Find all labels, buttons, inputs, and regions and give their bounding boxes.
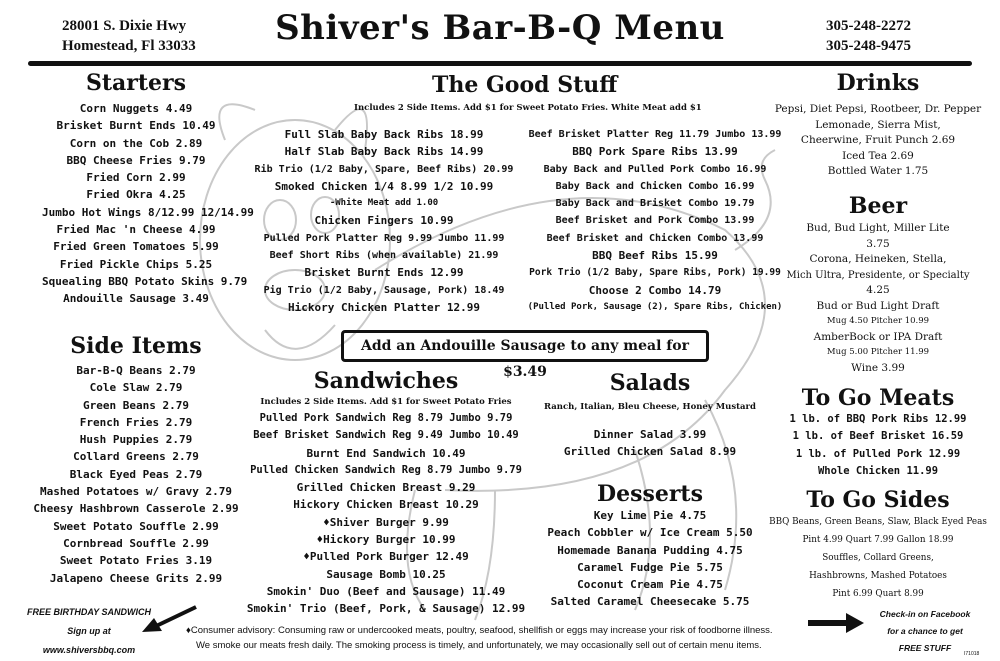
list-item: Mug 4.50 Pitcher 10.99 [826, 316, 930, 326]
list-item: Green Beans 2.79 [83, 398, 189, 412]
salads-heading: Salads [609, 370, 691, 396]
list-item: Grilled Chicken Breast 9.29 [296, 481, 476, 495]
list-item: Mich Ultra, Presidente, or Specialty [786, 269, 970, 281]
website-link[interactable]: www.shiversbbq.com [42, 645, 136, 655]
list-item: (Pulled Pork, Sausage (2), Spare Ribs, Chicken) [527, 301, 783, 312]
list-item: Brisket Burnt Ends 10.49 [56, 119, 216, 133]
list-item: BBQ Beans, Green Beans, Slaw, Black Eyed Peas [769, 517, 987, 527]
list-item: Jalapeno Cheese Grits 2.99 [49, 571, 223, 585]
beer-heading: Beer [848, 193, 908, 219]
sandwiches-heading: Sandwiches [313, 368, 459, 394]
list-item: Beef Brisket Sandwich Reg 9.49 Jumbo 10.49 [253, 429, 519, 442]
to-go-meats-heading: To Go Meats [801, 385, 955, 411]
list-item: Souffles, Collard Greens, [822, 553, 934, 563]
list-item: Smokin' Duo (Beef and Sausage) 11.49 [266, 584, 506, 598]
facebook-promo [855, 606, 995, 657]
list-item: Iced Tea 2.69 [842, 149, 914, 162]
list-item: ♦Hickory Burger 10.99 [316, 533, 456, 547]
to-go-sides-section [760, 487, 996, 603]
facebook-promo-line: for a chance to get [887, 626, 963, 636]
sandwiches-section [236, 368, 536, 618]
list-item: Beef Brisket Platter Reg 11.79 Jumbo 13.99 [528, 129, 782, 140]
starters-section [42, 70, 254, 308]
list-item: Corn Nuggets 4.49 [79, 102, 193, 115]
list-item: Baby Back and Chicken Combo 16.99 [555, 180, 755, 192]
list-item: Fried Mac 'n Cheese 4.99 [56, 223, 216, 237]
menu-title: Shiver's Bar-B-Q Menu [275, 8, 725, 48]
salads-dressings: Ranch, Italian, Bleu Cheese, Honey Mustard [544, 402, 756, 412]
list-item: Cheerwine, Fruit Punch 2.69 [800, 134, 956, 146]
desserts-heading: Desserts [597, 481, 703, 507]
consumer-advisory: ♦Consumer advisory: Consuming raw or undercooked meats, poultry, seafood, shellfish or eggs may increase your risk of foodborne illness. [186, 625, 773, 636]
list-item: Brisket Burnt Ends 12.99 [304, 266, 464, 280]
print-code: I71018 [964, 651, 980, 657]
list-item: BBQ Beef Ribs 15.99 [592, 249, 718, 263]
list-item: Sausage Bomb 10.25 [326, 567, 446, 581]
list-item: -White Meat add 1.00 [329, 198, 439, 209]
list-item: BBQ Pork Spare Ribs 13.99 [572, 145, 738, 159]
beer-section [772, 193, 984, 376]
list-item: Hickory Chicken Platter 12.99 [287, 300, 481, 314]
list-item: Sweet Potato Souffle 2.99 [53, 519, 219, 533]
list-item: Bud or Bud Light Draft [816, 299, 940, 312]
list-item: Beef Brisket and Pork Combo 13.99 [555, 215, 755, 227]
list-item: 1 lb. of Pulled Pork 12.99 [795, 447, 961, 460]
list-item: Salted Caramel Cheesecake 5.75 [550, 595, 750, 609]
list-item: Andouille Sausage 3.49 [63, 292, 209, 306]
list-item: Beef Short Ribs (when available) 21.99 [269, 250, 499, 262]
list-item: Black Eyed Peas 2.79 [69, 467, 203, 481]
list-item: 4.25 [866, 284, 890, 296]
list-item: Burnt End Sandwich 10.49 [306, 446, 466, 460]
list-item: Pulled Pork Sandwich Reg 8.79 Jumbo 9.79 [259, 412, 513, 424]
list-item: Full Slab Baby Back Ribs 18.99 [284, 128, 484, 141]
list-item: Mug 5.00 Pitcher 11.99 [826, 347, 930, 357]
list-item: Corn on the Cob 2.89 [69, 136, 203, 150]
list-item: Wine 3.99 [851, 361, 905, 374]
list-item: Fried Green Tomatoes 5.99 [53, 240, 219, 254]
list-item: Choose 2 Combo 14.79 [588, 283, 722, 297]
list-item: AmberBock or IPA Draft [813, 330, 943, 343]
list-item: Lemonade, Sierra Mist, [815, 118, 941, 131]
good-stuff-right-list [525, 126, 785, 316]
list-item: Smokin' Trio (Beef, Pork, & Sausage) 12.99 [246, 602, 526, 616]
phone-block [826, 16, 911, 56]
list-item: Chicken Fingers 10.99 [314, 214, 454, 228]
list-item: ♦Shiver Burger 9.99 [323, 515, 449, 529]
list-item: Bud, Bud Light, Miller Lite [806, 222, 950, 234]
address-line-1: 28001 S. Dixie Hwy [62, 18, 187, 34]
list-item: Baby Back and Pulled Pork Combo 16.99 [543, 163, 767, 175]
list-item: Caramel Fudge Pie 5.75 [577, 560, 723, 574]
list-item: Grilled Chicken Salad 8.99 [563, 445, 737, 459]
list-item: Pulled Pork Platter Reg 9.99 Jumbo 11.99 [263, 232, 505, 244]
list-item: Coconut Cream Pie 4.75 [577, 578, 723, 592]
phone-1: 305-248-2272 [826, 18, 911, 34]
list-item: Pork Trio (1/2 Baby, Spare Ribs, Pork) 19.99 [529, 267, 781, 279]
facebook-promo-line: Check-in on Facebook [879, 609, 971, 619]
list-item: Cheesy Hashbrown Casserole 2.99 [33, 502, 239, 516]
list-item: Pig Trio (1/2 Baby, Sausage, Pork) 18.49 [263, 284, 505, 296]
list-item: Fried Pickle Chips 5.25 [59, 257, 213, 271]
to-go-meats-section [772, 385, 984, 480]
facebook-promo-line: FREE STUFF [898, 643, 952, 653]
list-item: Hush Puppies 2.79 [79, 433, 193, 447]
list-item: Pint 6.99 Quart 8.99 [832, 589, 924, 599]
starters-heading: Starters [85, 70, 187, 96]
list-item: Fried Corn 2.99 [86, 171, 186, 185]
side-items-section [30, 333, 242, 587]
list-item: Fried Okra 4.25 [86, 188, 186, 202]
list-item: Mashed Potatoes w/ Gravy 2.79 [39, 485, 233, 499]
salads-section [530, 370, 770, 461]
header-divider [28, 61, 972, 66]
list-item: Bottled Water 1.75 [827, 165, 929, 177]
good-stuff-left-list [248, 126, 520, 316]
list-item: Rib Trio (1/2 Baby, Spare, Beef Ribs) 20.99 [254, 163, 514, 175]
list-item: Corona, Heineken, Stella, [809, 253, 947, 265]
list-item: Smoked Chicken 1/4 8.99 1/2 10.99 [274, 179, 494, 193]
andouille-banner: Add an Andouille Sausage to any meal for $3.49 [341, 330, 709, 362]
list-item: ♦Pulled Pork Burger 12.49 [303, 550, 469, 564]
list-item: 1 lb. of BBQ Pork Ribs 12.99 [789, 413, 967, 425]
list-item: Key Lime Pie 4.75 [593, 509, 707, 522]
list-item: Cole Slaw 2.79 [89, 381, 183, 395]
list-item: Beef Brisket and Chicken Combo 13.99 [546, 232, 764, 244]
list-item: Pint 4.99 Quart 7.99 Gallon 18.99 [802, 535, 954, 545]
list-item: Bar-B-Q Beans 2.79 [76, 364, 196, 377]
drinks-section [772, 70, 984, 180]
desserts-section [530, 481, 770, 611]
birthday-promo-line: FREE BIRTHDAY SANDWICH [26, 607, 151, 617]
list-item: Pepsi, Diet Pepsi, Rootbeer, Dr. Pepper [774, 103, 982, 115]
list-item: Baby Back and Brisket Combo 19.79 [555, 198, 755, 210]
good-stuff-heading: The Good Stuff [432, 72, 618, 98]
list-item: Whole Chicken 11.99 [817, 464, 939, 477]
side-items-heading: Side Items [70, 333, 202, 359]
list-item: Peach Cobbler w/ Ice Cream 5.50 [547, 526, 753, 540]
list-item: 3.75 [866, 237, 890, 250]
address-line-2: Homestead, Fl 33033 [62, 38, 196, 54]
phone-2: 305-248-9475 [826, 38, 911, 54]
list-item: Sweet Potato Fries 3.19 [59, 554, 213, 568]
list-item: Collard Greens 2.79 [73, 450, 199, 464]
list-item: 1 lb. of Beef Brisket 16.59 [792, 430, 964, 443]
list-item: Dinner Salad 3.99 [593, 428, 707, 441]
list-item: Squealing BBQ Potato Skins 9.79 [42, 274, 248, 288]
list-item: Pulled Chicken Sandwich Reg 8.79 Jumbo 9.79 [250, 463, 522, 476]
sandwiches-subtitle: Includes 2 Side Items. Add $1 for Sweet Potato Fries [260, 397, 512, 407]
birthday-promo-line: Sign up at [67, 626, 111, 636]
to-go-sides-heading: To Go Sides [806, 487, 950, 513]
list-item: BBQ Cheese Fries 9.79 [66, 153, 206, 167]
list-item: French Fries 2.79 [79, 415, 193, 429]
list-item: Jumbo Hot Wings 8/12.99 12/14.99 [42, 205, 254, 219]
list-item: Hashbrowns, Mashed Potatoes [809, 571, 947, 581]
smoke-note: We smoke our meats fresh daily. The smoking process is timely, and unfortunately, we may occasionally sell out of certain menu items. [196, 640, 762, 651]
list-item: Cornbread Souffle 2.99 [63, 536, 209, 550]
drinks-heading: Drinks [836, 70, 920, 96]
list-item: Half Slab Baby Back Ribs 14.99 [284, 145, 484, 159]
good-stuff-subtitle: Includes 2 Side Items. Add $1 for Sweet Potato Fries. White Meat add $1 [354, 103, 702, 113]
list-item: Homemade Banana Pudding 4.75 [557, 543, 743, 557]
list-item: Hickory Chicken Breast 10.29 [293, 498, 479, 512]
